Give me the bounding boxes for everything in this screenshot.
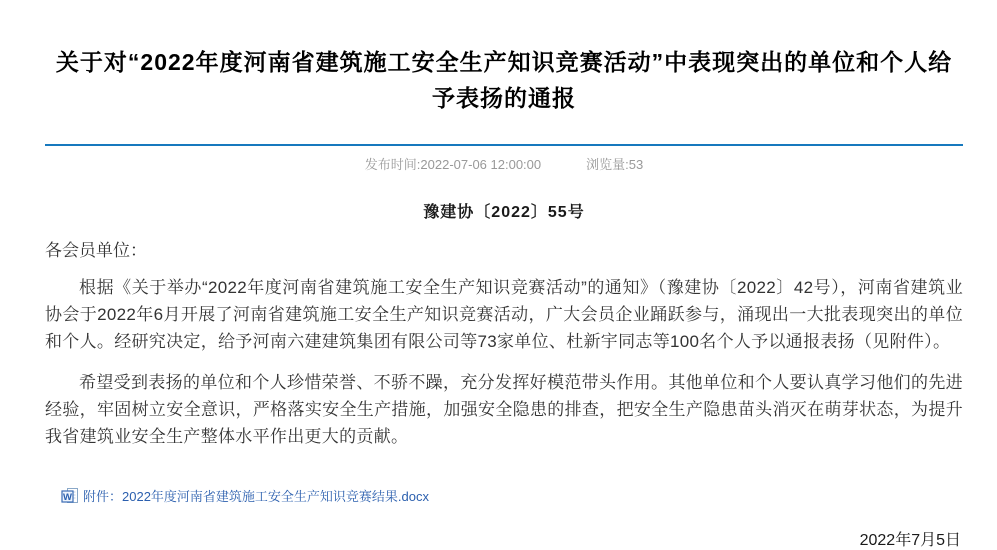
word-doc-icon <box>61 487 79 505</box>
salutation: 各会员单位： <box>45 241 147 260</box>
document-date: 2022年7月5日 <box>859 532 961 549</box>
body-paragraph-1: 根据《关于举办“2022年度河南省建筑施工安全生产知识竞赛活动”的通知》（豫建协〔2022〕42号），河南省建筑业协会于2022年6月开展了河南省建筑施工安全生产知识竞赛活动，广大会员企业踊跃参与，涌现出一大批表现突出的单位和个人。经研究决定，给予河南六建建筑集团有限公司等73家单位、杜新宇同志等100名个人予以通报表扬（见附件）。 <box>45 278 963 351</box>
page-title: 关于对“2022年度河南省建筑施工安全生产知识竞赛活动”中表现突出的单位和个人给予表扬的通报 <box>55 49 953 111</box>
doc-number: 豫建协〔2022〕55号 <box>423 204 585 221</box>
publish-time: 发布时间:2022-07-06 12:00:00 <box>364 157 542 172</box>
body-paragraph-2: 希望受到表扬的单位和个人珍惜荣誉、不骄不躁，充分发挥好模范带头作用。其他单位和个人要认真学习他们的先进经验，牢固树立安全意识，严格落实安全生产措施，加强安全隐患的排查，把安全生产隐患苗头消灭在萌芽状态，为提升我省建筑业安全生产整体水平作出更大的贡献。 <box>45 373 963 446</box>
attachment-link[interactable]: 附件：2022年度河南省建筑施工安全生产知识竞赛结果.docx <box>83 489 429 504</box>
view-count: 浏览量:53 <box>586 157 644 172</box>
attachment-row <box>45 486 963 505</box>
svg-text:W: W <box>63 491 72 503</box>
meta-bar <box>45 154 963 173</box>
title-divider <box>45 144 963 146</box>
